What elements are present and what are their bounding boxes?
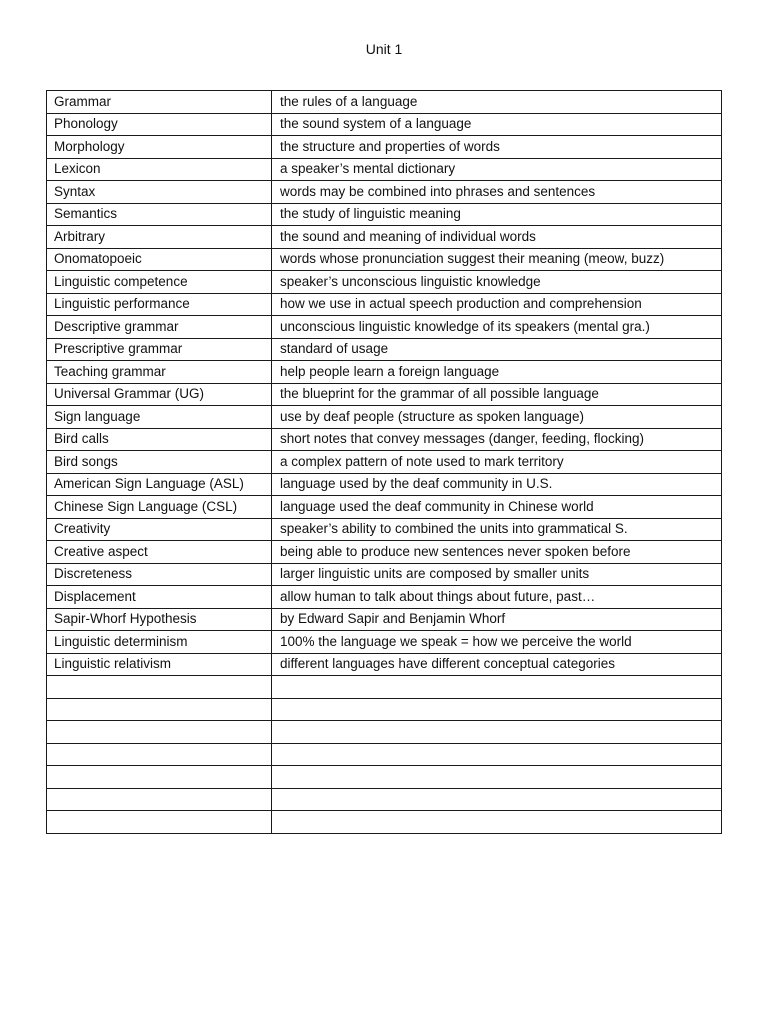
definition-cell: the blueprint for the grammar of all possible language bbox=[272, 383, 722, 406]
table-row bbox=[47, 338, 722, 361]
term-cell: Bird songs bbox=[47, 451, 272, 474]
definition-cell: standard of usage bbox=[272, 338, 722, 361]
table-row bbox=[47, 811, 722, 834]
definition-cell: language used the deaf community in Chinese world bbox=[272, 496, 722, 519]
term-cell: Sapir-Whorf Hypothesis bbox=[47, 608, 272, 631]
table-row bbox=[47, 653, 722, 676]
table-row bbox=[47, 766, 722, 789]
definition-cell bbox=[272, 698, 722, 721]
term-cell bbox=[47, 721, 272, 744]
table-row bbox=[47, 743, 722, 766]
definition-cell: the study of linguistic meaning bbox=[272, 203, 722, 226]
table-row bbox=[47, 271, 722, 294]
table-row bbox=[47, 136, 722, 159]
definition-cell: short notes that convey messages (danger, feeding, flocking) bbox=[272, 428, 722, 451]
vocabulary-table-body bbox=[47, 91, 722, 834]
definition-cell: help people learn a foreign language bbox=[272, 361, 722, 384]
definition-cell: the rules of a language bbox=[272, 91, 722, 114]
term-cell: Discreteness bbox=[47, 563, 272, 586]
definition-cell bbox=[272, 811, 722, 834]
table-row bbox=[47, 721, 722, 744]
term-cell: Universal Grammar (UG) bbox=[47, 383, 272, 406]
definition-cell bbox=[272, 721, 722, 744]
table-row bbox=[47, 473, 722, 496]
table-row bbox=[47, 563, 722, 586]
definition-cell: larger linguistic units are composed by smaller units bbox=[272, 563, 722, 586]
table-row bbox=[47, 158, 722, 181]
term-cell: Phonology bbox=[47, 113, 272, 136]
term-cell bbox=[47, 811, 272, 834]
table-row bbox=[47, 316, 722, 339]
term-cell bbox=[47, 743, 272, 766]
definition-cell: how we use in actual speech production and comprehension bbox=[272, 293, 722, 316]
definition-cell bbox=[272, 676, 722, 699]
table-row bbox=[47, 203, 722, 226]
table-row bbox=[47, 361, 722, 384]
table-row bbox=[47, 91, 722, 114]
table-row bbox=[47, 518, 722, 541]
table-row bbox=[47, 248, 722, 271]
table-row bbox=[47, 226, 722, 249]
term-cell: Creative aspect bbox=[47, 541, 272, 564]
page-title: Unit 1 bbox=[365, 41, 403, 57]
table-row bbox=[47, 293, 722, 316]
definition-cell: the structure and properties of words bbox=[272, 136, 722, 159]
table-row bbox=[47, 406, 722, 429]
table-row bbox=[47, 788, 722, 811]
definition-cell: use by deaf people (structure as spoken language) bbox=[272, 406, 722, 429]
definition-cell: by Edward Sapir and Benjamin Whorf bbox=[272, 608, 722, 631]
term-cell: Sign language bbox=[47, 406, 272, 429]
term-cell: Linguistic relativism bbox=[47, 653, 272, 676]
term-cell: Onomatopoeic bbox=[47, 248, 272, 271]
table-row bbox=[47, 631, 722, 654]
term-cell: Linguistic performance bbox=[47, 293, 272, 316]
table-row bbox=[47, 541, 722, 564]
definition-cell: different languages have different conceptual categories bbox=[272, 653, 722, 676]
table-row bbox=[47, 698, 722, 721]
table-row bbox=[47, 586, 722, 609]
definition-cell: 100% the language we speak = how we perceive the world bbox=[272, 631, 722, 654]
table-row bbox=[47, 496, 722, 519]
term-cell bbox=[47, 788, 272, 811]
term-cell: Teaching grammar bbox=[47, 361, 272, 384]
definition-cell: unconscious linguistic knowledge of its speakers (mental gra.) bbox=[272, 316, 722, 339]
table-row bbox=[47, 428, 722, 451]
term-cell: Prescriptive grammar bbox=[47, 338, 272, 361]
definition-cell: the sound and meaning of individual words bbox=[272, 226, 722, 249]
table-row bbox=[47, 383, 722, 406]
term-cell: Lexicon bbox=[47, 158, 272, 181]
term-cell: Linguistic determinism bbox=[47, 631, 272, 654]
term-cell bbox=[47, 698, 272, 721]
definition-cell: words whose pronunciation suggest their meaning (meow, buzz) bbox=[272, 248, 722, 271]
term-cell: Chinese Sign Language (CSL) bbox=[47, 496, 272, 519]
table-row bbox=[47, 113, 722, 136]
term-cell: Grammar bbox=[47, 91, 272, 114]
term-cell: Morphology bbox=[47, 136, 272, 159]
table-row bbox=[47, 676, 722, 699]
definition-cell: a complex pattern of note used to mark territory bbox=[272, 451, 722, 474]
term-cell: Linguistic competence bbox=[47, 271, 272, 294]
definition-cell: words may be combined into phrases and sentences bbox=[272, 181, 722, 204]
term-cell bbox=[47, 676, 272, 699]
definition-cell: allow human to talk about things about future, past… bbox=[272, 586, 722, 609]
term-cell: Descriptive grammar bbox=[47, 316, 272, 339]
definition-cell: language used by the deaf community in U.S. bbox=[272, 473, 722, 496]
table-row bbox=[47, 181, 722, 204]
definition-cell bbox=[272, 743, 722, 766]
term-cell: Syntax bbox=[47, 181, 272, 204]
definition-cell: a speaker’s mental dictionary bbox=[272, 158, 722, 181]
table-row bbox=[47, 608, 722, 631]
vocabulary-table bbox=[46, 90, 722, 834]
term-cell: Arbitrary bbox=[47, 226, 272, 249]
term-cell: American Sign Language (ASL) bbox=[47, 473, 272, 496]
term-cell: Creativity bbox=[47, 518, 272, 541]
definition-cell: the sound system of a language bbox=[272, 113, 722, 136]
definition-cell bbox=[272, 788, 722, 811]
definition-cell: being able to produce new sentences never spoken before bbox=[272, 541, 722, 564]
definition-cell: speaker’s unconscious linguistic knowledge bbox=[272, 271, 722, 294]
term-cell bbox=[47, 766, 272, 789]
table-row bbox=[47, 451, 722, 474]
term-cell: Bird calls bbox=[47, 428, 272, 451]
term-cell: Semantics bbox=[47, 203, 272, 226]
definition-cell bbox=[272, 766, 722, 789]
definition-cell: speaker’s ability to combined the units into grammatical S. bbox=[272, 518, 722, 541]
term-cell: Displacement bbox=[47, 586, 272, 609]
